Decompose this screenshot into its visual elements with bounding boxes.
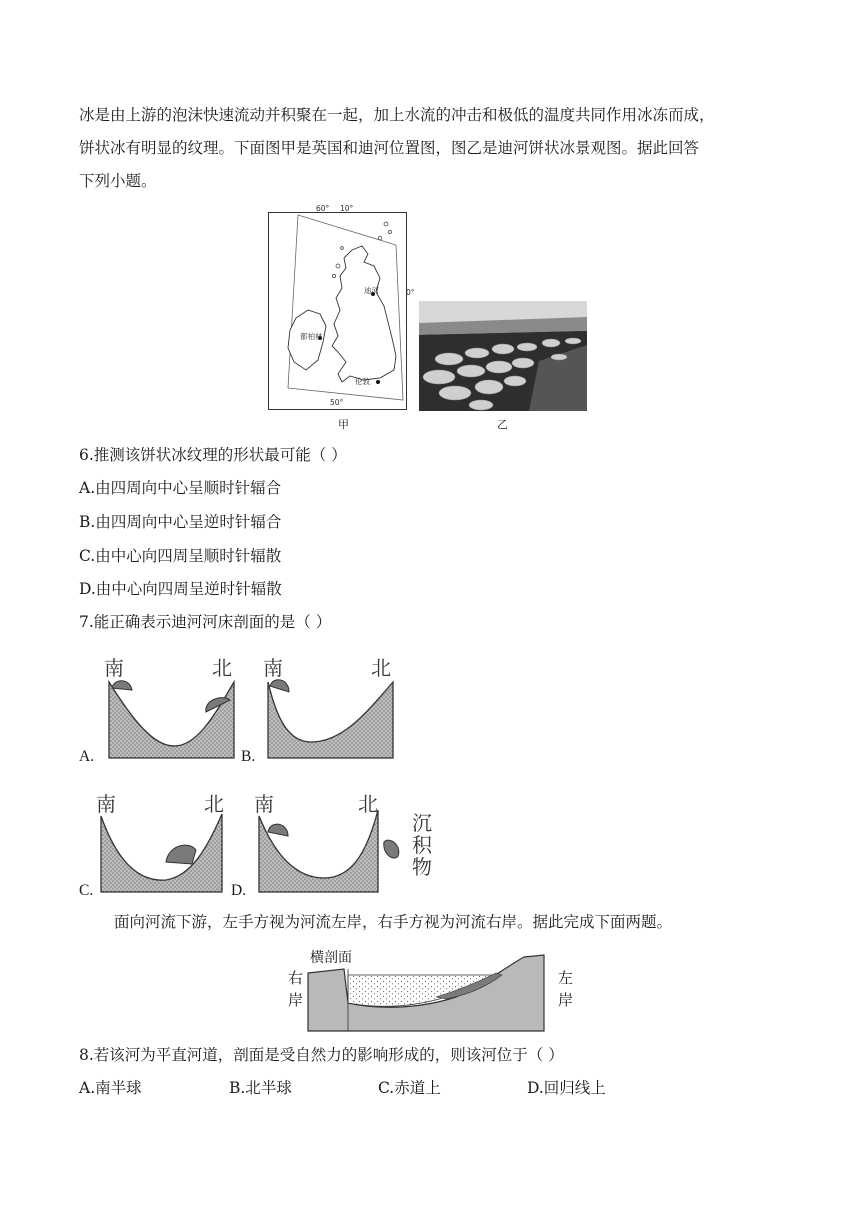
left-bank-label: 左岸 xyxy=(558,969,574,1009)
caption-yi: 乙 xyxy=(497,418,508,431)
map-lat-60: 60° xyxy=(316,204,330,213)
q8-option-b[interactable]: B.北半球 xyxy=(229,1079,292,1097)
north-label: 北 xyxy=(371,656,391,680)
q7-option-c-label[interactable]: C. xyxy=(79,882,94,899)
south-label: 南 xyxy=(104,656,124,680)
south-label: 南 xyxy=(96,792,116,816)
map-lon-0: 0° xyxy=(406,288,415,297)
south-label: 南 xyxy=(254,792,274,816)
q8-stem: 8.若该河为平直河道，剖面是受自然力的影响形成的，则该河位于（ ） xyxy=(79,1046,564,1064)
map-lon-10: 10° xyxy=(340,204,354,213)
q6-option-c[interactable]: C.由中心向四周呈顺时针辐散 xyxy=(79,547,282,565)
caption-jia: 甲 xyxy=(338,418,349,431)
bank-definition-note: 面向河流下游，左手方视为河流左岸，右手方视为河流右岸。据此完成下面两题。 xyxy=(114,913,673,931)
map-dublin-label: 都柏林 xyxy=(300,332,323,341)
q7-diagram-b[interactable] xyxy=(263,650,398,762)
q6-option-d[interactable]: D.由中心向四周呈逆时针辐散 xyxy=(79,580,282,598)
cross-section-figure xyxy=(286,945,586,1035)
pancake-ice-image xyxy=(419,301,587,411)
q7-diagram-d[interactable] xyxy=(254,784,444,896)
sediment-south xyxy=(270,680,289,692)
intro-line-2: 饼状冰有明显的纹理。下面图甲是英国和迪河位置图，图乙是迪河饼状冰景观图。据此回答 xyxy=(79,139,700,157)
q7-diagram-a[interactable] xyxy=(104,650,239,762)
q8-option-c[interactable]: C.赤道上 xyxy=(378,1079,441,1097)
map-lat-50: 50° xyxy=(330,398,344,407)
pancake-ice-photo xyxy=(419,301,587,411)
map-london-label: 伦敦 xyxy=(355,377,370,386)
q6-stem: 6.推测该饼状冰纹理的形状最可能（ ） xyxy=(79,446,347,464)
q6-option-b[interactable]: B.由四周向中心呈逆时针辐合 xyxy=(79,513,282,531)
uk-map xyxy=(268,210,418,412)
sediment-north xyxy=(166,845,196,864)
intro-line-3: 下列小题。 xyxy=(79,172,157,190)
q7-option-a-label[interactable]: A. xyxy=(79,748,95,765)
map-dee-label: 迪河 xyxy=(364,286,379,295)
london-marker xyxy=(376,380,380,384)
north-label: 北 xyxy=(204,792,224,816)
q8-option-a[interactable]: A.南半球 xyxy=(79,1079,142,1097)
cross-section-title: 横剖面 xyxy=(310,950,352,966)
sediment-legend-swatch xyxy=(384,840,399,858)
sediment-south xyxy=(268,824,288,836)
q8-option-d[interactable]: D.回归线上 xyxy=(527,1079,606,1097)
uk-map-figure xyxy=(268,204,418,412)
q7-diagram-c[interactable] xyxy=(96,784,231,896)
q6-option-a[interactable]: A.由四周向中心呈顺时针辐合 xyxy=(79,479,282,497)
north-label: 北 xyxy=(212,656,232,680)
south-label: 南 xyxy=(263,656,283,680)
north-label: 北 xyxy=(358,792,378,816)
sediment-legend-label: 沉积物 xyxy=(412,811,432,879)
right-bank-label: 右岸 xyxy=(288,969,304,1009)
q7-option-b-label[interactable]: B. xyxy=(241,748,256,765)
q7-option-d-label[interactable]: D. xyxy=(231,882,247,899)
sediment-south xyxy=(112,681,132,690)
intro-line-1: 冰是由上游的泡沫快速流动并积聚在一起，加上水流的冲击和极低的温度共同作用冰冻而成， xyxy=(79,106,715,124)
q7-stem: 7.能正确表示迪河河床剖面的是（ ） xyxy=(79,613,332,631)
